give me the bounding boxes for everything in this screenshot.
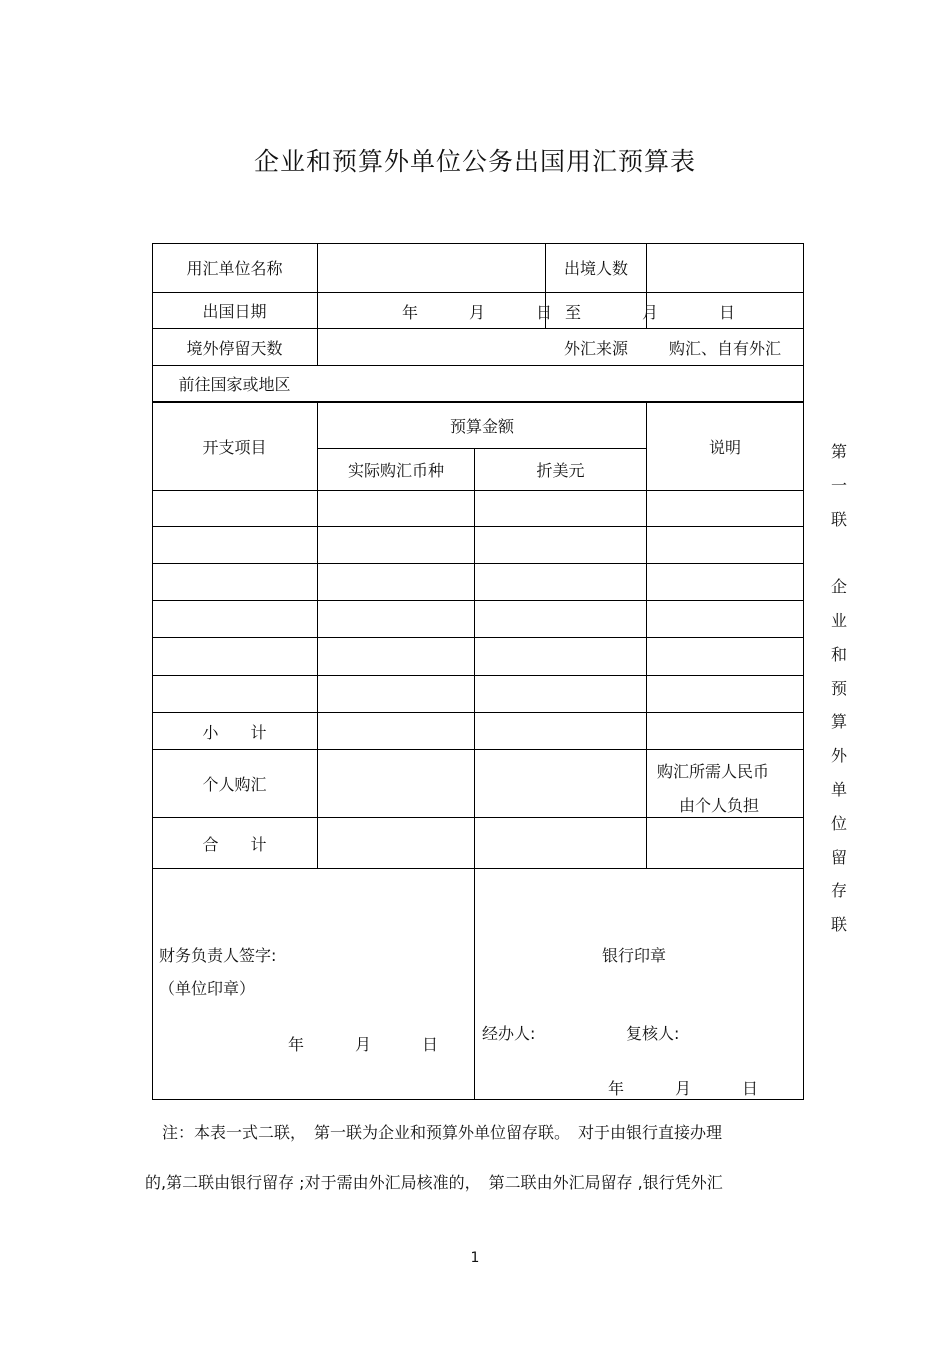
fx-source-label: 外汇来源: [563, 338, 628, 358]
side-char: 企: [830, 577, 847, 597]
budget-amount-header: 预算金额: [449, 417, 514, 436]
side-char: 业: [830, 610, 847, 630]
side-char: 联: [830, 509, 847, 529]
exit-count-label: 出境人数: [563, 259, 628, 278]
side-char: 联: [830, 915, 847, 935]
personal-note-line2: 由个人负担: [679, 796, 760, 815]
budget-form-table: [152, 243, 804, 1100]
side-char: 预: [830, 678, 847, 698]
bank-seal-label: 银行印章: [602, 946, 667, 965]
row-divider: [152, 600, 804, 601]
date-day: 日: [536, 303, 553, 322]
copy-side-label: [828, 435, 850, 942]
date-day-end: 日: [719, 303, 736, 322]
col-divider: [474, 448, 475, 1100]
side-char: [828, 536, 850, 570]
side-char: 留: [830, 847, 847, 867]
unit-seal-label: （单位印章）: [159, 979, 256, 998]
note-line-1: 注：本表一式二联， 第一联为企业和预算外单位留存联。 对于由银行直接办理: [162, 1123, 723, 1142]
side-char: 算: [830, 712, 847, 732]
row-divider: [152, 868, 804, 869]
departure-date-label: 出国日期: [202, 302, 267, 321]
table-border-right: [803, 243, 804, 1100]
expense-item-header: 开支项目: [202, 438, 267, 457]
row-divider: [152, 637, 804, 638]
row-divider: [152, 490, 804, 491]
side-char: 一: [830, 475, 847, 495]
row-divider: [152, 563, 804, 564]
note-line-2: 的,第二联由银行留存 ;对于需由外汇局核准的， 第二联由外汇局留存 ,银行凭外汇: [145, 1173, 723, 1192]
exit-count-field[interactable]: [647, 243, 803, 292]
explanation-header: 说明: [708, 438, 741, 457]
row-divider: [152, 675, 804, 676]
right-month: 月: [675, 1079, 692, 1098]
unit-name-label: 用汇单位名称: [186, 259, 283, 278]
page-number: 1: [470, 1250, 480, 1266]
date-month: 月: [469, 303, 486, 322]
date-year: 年: [402, 303, 419, 322]
right-year: 年: [608, 1079, 625, 1098]
unit-name-field[interactable]: [318, 243, 545, 292]
destination-field[interactable]: [318, 366, 803, 401]
subtotal-label: 小 计: [202, 722, 267, 742]
side-char: 单: [830, 779, 847, 799]
finance-sign-label: 财务负责人签字:: [159, 946, 277, 965]
usd-equiv-header: 折美元: [536, 461, 585, 480]
stay-days-field[interactable]: [318, 329, 545, 365]
table-border-bottom: [152, 1099, 804, 1100]
side-char: 外: [830, 746, 847, 766]
handler-label: 经办人:: [482, 1024, 536, 1043]
reviewer-label: 复核人:: [626, 1024, 680, 1043]
side-char: 和: [830, 644, 847, 664]
destination-label: 前往国家或地区: [178, 375, 291, 394]
left-year: 年: [288, 1035, 305, 1054]
date-to: 至: [565, 303, 582, 322]
total-label: 合 计: [202, 834, 267, 854]
left-month: 月: [355, 1035, 372, 1054]
personal-purchase-label: 个人购汇: [202, 775, 267, 794]
date-month-end: 月: [642, 303, 659, 322]
actual-currency-header: 实际购汇币种: [347, 461, 444, 480]
left-day: 日: [422, 1035, 439, 1054]
side-char: 第: [830, 442, 847, 461]
side-char: 位: [830, 813, 847, 833]
fx-source-value: 购汇、自有外汇: [668, 338, 781, 358]
personal-note-line1: 购汇所需人民币: [657, 762, 770, 781]
right-day: 日: [742, 1079, 759, 1098]
document-title: 企业和预算外单位公务出国用汇预算表: [253, 147, 696, 176]
stay-days-label: 境外停留天数: [186, 338, 283, 358]
side-char: 存: [830, 881, 847, 901]
row-divider: [152, 526, 804, 527]
